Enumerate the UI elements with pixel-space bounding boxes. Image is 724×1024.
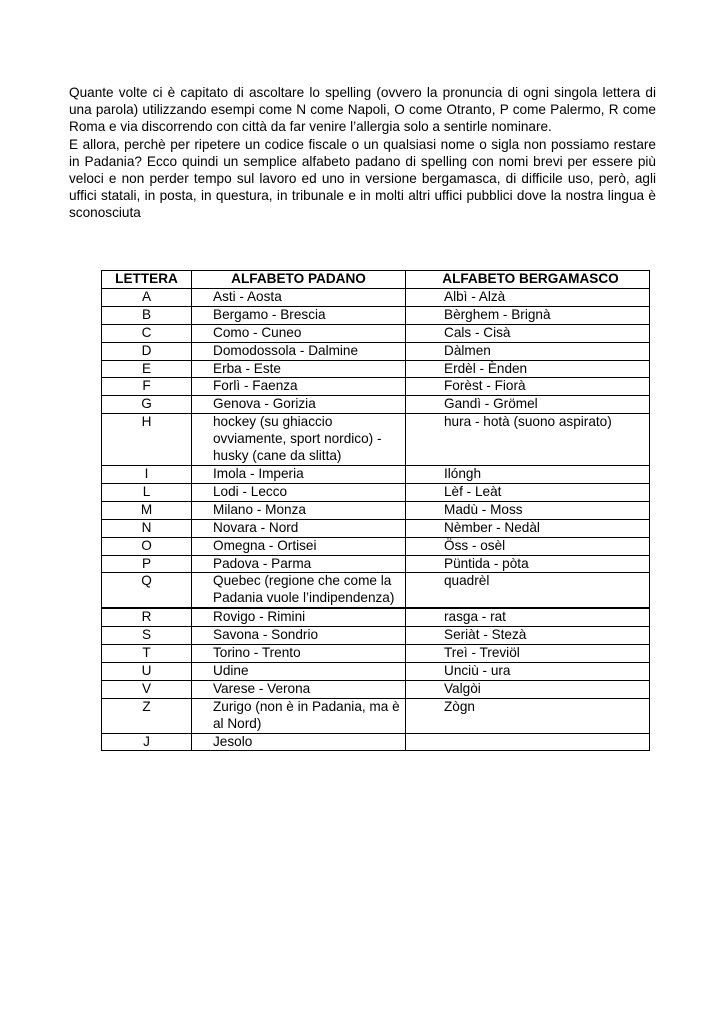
header-letter: LETTERA — [102, 271, 192, 289]
padano-cell: Como - Cuneo — [192, 324, 406, 342]
intro-text — [69, 84, 656, 222]
spelling-alphabet-table — [101, 270, 650, 751]
table-row — [102, 573, 650, 608]
padano-cell: Padova - Parma — [192, 555, 406, 573]
padano-cell: Forlì - Faenza — [192, 378, 406, 396]
bergamasco-cell: Zògn — [406, 698, 650, 733]
bergamasco-cell: Püntida - pòta — [406, 555, 650, 573]
table-row — [102, 555, 650, 573]
padano-cell: Rovigo - Rimini — [192, 608, 406, 626]
letter-cell: M — [102, 501, 192, 519]
bergamasco-cell: Treì - Treviöl — [406, 645, 650, 663]
letter-cell: Z — [102, 698, 192, 733]
bergamasco-cell: Gandì - Grömel — [406, 396, 650, 414]
table-row — [102, 396, 650, 414]
table-row — [102, 627, 650, 645]
letter-cell: I — [102, 465, 192, 483]
table-row — [102, 662, 650, 680]
table-row — [102, 414, 650, 466]
padano-cell: Torino - Trento — [192, 645, 406, 663]
letter-cell: P — [102, 555, 192, 573]
table-row — [102, 680, 650, 698]
bergamasco-cell: Lèf - Leàt — [406, 483, 650, 501]
table-row — [102, 324, 650, 342]
bergamasco-cell: Erdèl - Ènden — [406, 360, 650, 378]
padano-cell: Domodossola - Dalmine — [192, 342, 406, 360]
padano-cell: Lodi - Lecco — [192, 483, 406, 501]
bergamasco-cell: rasga - rat — [406, 608, 650, 626]
letter-cell: J — [102, 733, 192, 751]
bergamasco-cell: Forèst - Fiorà — [406, 378, 650, 396]
bergamasco-cell: Nèmber - Nedàl — [406, 519, 650, 537]
table-row — [102, 501, 650, 519]
letter-cell: Q — [102, 573, 192, 608]
table-header-row — [102, 271, 650, 289]
bergamasco-cell: Valgòi — [406, 680, 650, 698]
padano-cell: Jesolo — [192, 733, 406, 751]
bergamasco-cell: Unciù - ura — [406, 662, 650, 680]
padano-cell: Novara - Nord — [192, 519, 406, 537]
padano-cell: Asti - Aosta — [192, 288, 406, 306]
letter-cell: R — [102, 608, 192, 626]
table-body — [102, 288, 650, 751]
table-row — [102, 306, 650, 324]
padano-cell: Quebec (regione che come la Padania vuole l’indipendenza) — [192, 573, 406, 608]
padano-cell: Zurigo (non è in Padania, ma è al Nord) — [192, 698, 406, 733]
padano-cell: Savona - Sondrio — [192, 627, 406, 645]
table-row — [102, 465, 650, 483]
bergamasco-cell: Seriàt - Stezà — [406, 627, 650, 645]
letter-cell: H — [102, 414, 192, 466]
table-row — [102, 537, 650, 555]
letter-cell: G — [102, 396, 192, 414]
letter-cell: E — [102, 360, 192, 378]
table-row — [102, 698, 650, 733]
bergamasco-cell: Öss - osèl — [406, 537, 650, 555]
table-row — [102, 288, 650, 306]
padano-cell: Varese - Verona — [192, 680, 406, 698]
letter-cell: B — [102, 306, 192, 324]
letter-cell: N — [102, 519, 192, 537]
padano-cell: Genova - Gorizia — [192, 396, 406, 414]
padano-cell: Erba - Este — [192, 360, 406, 378]
bergamasco-cell: Dàlmen — [406, 342, 650, 360]
table-row — [102, 483, 650, 501]
intro-paragraph-2: E allora, perchè per ripetere un codice fiscale o un qualsiasi nome o sigla non possiamo restare in Padania? Ecco quindi un semplice alfabeto padano di spelling con nomi brevi per essere più veloci e non perder tempo sul lavoro ed uno in versione bergamasca, di difficile uso, però, agli uffici statali, in posta, in questura, in tribunale e in molti altri uffici pubblici dove la nostra lingua è sconosciuta — [69, 136, 656, 221]
padano-cell: Omegna - Ortisei — [192, 537, 406, 555]
padano-cell: Imola - Imperia — [192, 465, 406, 483]
header-padano: ALFABETO PADANO — [192, 271, 406, 289]
padano-cell: Bergamo - Brescia — [192, 306, 406, 324]
bergamasco-cell — [406, 733, 650, 751]
padano-cell: Udine — [192, 662, 406, 680]
bergamasco-cell: Cals - Cisà — [406, 324, 650, 342]
bergamasco-cell: quadrèl — [406, 573, 650, 608]
letter-cell: O — [102, 537, 192, 555]
letter-cell: D — [102, 342, 192, 360]
padano-cell: Milano - Monza — [192, 501, 406, 519]
table-row — [102, 608, 650, 626]
bergamasco-cell: Bèrghem - Brignà — [406, 306, 650, 324]
letter-cell: T — [102, 645, 192, 663]
intro-paragraph-1: Quante volte ci è capitato di ascoltare lo spelling (ovvero la pronuncia di ogni singola lettera di una parola) utilizzando esempi come N come Napoli, O come Otranto, P come Palermo, R come Roma e via discorrendo con città da far venire l’allergia solo a sentirle nominare. — [69, 85, 656, 135]
table-row — [102, 360, 650, 378]
table-row — [102, 645, 650, 663]
letter-cell: U — [102, 662, 192, 680]
bergamasco-cell: Madù - Moss — [406, 501, 650, 519]
bergamasco-cell: Albì - Alzà — [406, 288, 650, 306]
padano-cell: hockey (su ghiaccio ovviamente, sport nordico) - husky (cane da slitta) — [192, 414, 406, 466]
table-row — [102, 342, 650, 360]
table-row — [102, 519, 650, 537]
table-row — [102, 733, 650, 751]
bergamasco-cell: hura - hotà (suono aspirato) — [406, 414, 650, 466]
letter-cell: V — [102, 680, 192, 698]
header-bergamasco: ALFABETO BERGAMASCO — [406, 271, 650, 289]
letter-cell: L — [102, 483, 192, 501]
letter-cell: A — [102, 288, 192, 306]
letter-cell: C — [102, 324, 192, 342]
table-row — [102, 378, 650, 396]
letter-cell: S — [102, 627, 192, 645]
bergamasco-cell: Ilóngh — [406, 465, 650, 483]
letter-cell: F — [102, 378, 192, 396]
